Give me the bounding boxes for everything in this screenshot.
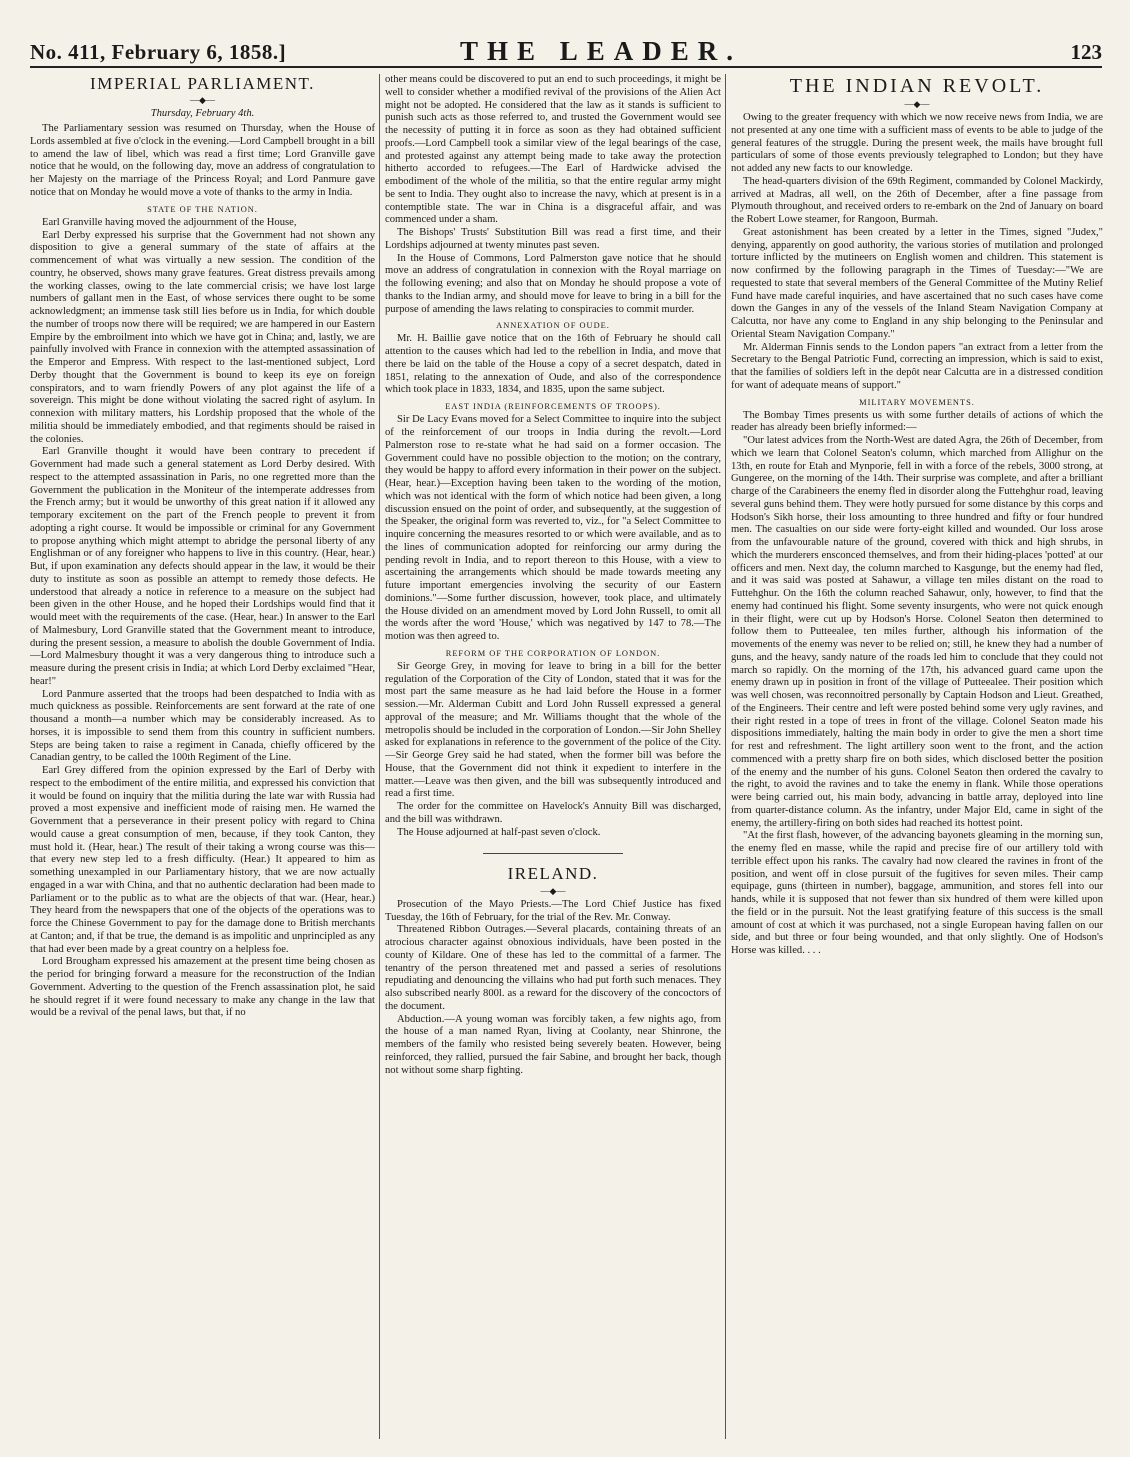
paragraph: Mr. Alderman Finnis sends to the London papers "an extract from a letter from the Secretary to the Bengal Patriotic Fund, correcting an impression, which is said to exist, that the families of soldiers left in the depôt near Calcutta are in a distressed condition for want of adequate means of support." bbox=[731, 341, 1103, 391]
paragraph: The Bombay Times presents us with some further details of actions of which the reader has already been briefly informed:— bbox=[731, 409, 1103, 434]
paragraph: The Bishops' Trusts' Substitution Bill was read a first time, and their Lordships adjourned at twenty minutes past seven. bbox=[385, 227, 721, 251]
paragraph: Lord Brougham expressed his amazement at the present time being chosen as the period for bringing forward a measure for the reconstruction of the Indian Government. Adverting to the question of the French assassination plot, he said he should regret if it were found necessary to make any change in the law that would be a revival of the penal laws, but that, if no bbox=[30, 956, 375, 1019]
issue-line: No. 411, February 6, 1858.] bbox=[30, 40, 287, 64]
ornament-icon: —◆— bbox=[540, 885, 566, 896]
paragraph: The Parliamentary session was resumed on Thursday, when the House of Lords assembled at five o'clock in the evening.—Lord Campbell brought in a bill to amend the law of libel, which was read a first time; Lord Granville gave notice that he would, on the following day, move an address of congratulation to her Majesty on the marriage of the Princess Royal; and Lord Panmure gave notice that on Monday he would move a vote of thanks to the army in India. bbox=[30, 123, 375, 198]
ornament-icon: —◆— bbox=[190, 95, 215, 106]
paragraph: "At the first flash, however, of the advancing bayonets gleaming in the morning sun, the enemy fled en masse, while the rapid and precise fire of our artillery told with terrible effect upon his ranks. The cavalry had now cleared the ravines in front of the position, and went off in close pursuit of the fugitives for seven miles. Their camp equipage, guns (thirteen in number), baggage, ammunition, and stores fell into our hands, while it is supposed that not fewer than six hundred of them were killed upon the field or in the pursuit. Not the least gratifying feature of this success is the small amount of cost at which it was purchased, not a single European having fallen on our side, and but three or four being wounded, and that only slightly. One of Hodson's Horse was killed. . . . bbox=[731, 830, 1103, 957]
subheading: MILITARY MOVEMENTS. bbox=[859, 397, 975, 407]
column-3 bbox=[731, 74, 1103, 1439]
paragraph: Earl Derby expressed his surprise that the Government had not shown any disposition to give a general summary of the state of affairs at the commencement of what was virtually a new session. The condition of the country, he observed, shows many grave features. Great distress prevails among the working classes, owing to the late commercial crisis; we have lost large numbers of gallant men in the East, of whose services there ought to be some acknowledgment; an immense task still lies before us in India, for which double the number of troops now there will be required; we are hampered in our Eastern Empire by the embroilment into which we have got in China; and, lastly, we are painfully involved with France in connexion with the attempted assassination of the Emperor and Empress. With respect to the last-mentioned subject, Lord Derby thought that the Government is bound to keep its eye on foreign conspirators, and to warn friendly Powers of any plot against the life of a sovereign. This might be done without violating the sacred right of asylum. In connexion with military matters, his Lordship proposed that the whole of the militia should be immediately embodied, and that regiments should be raised in the colonies. bbox=[30, 229, 375, 445]
paragraph: Great astonishment has been created by a letter in the Times, signed "Judex," denying, apparently on good authority, the various stories of mutilation and prolonged torture inflicted by the mutineers on English women and children. This statement is now confirmed by the following paragraph in the Times of Tuesday:—"We are requested to state that several members of the General Committee of the Mutiny Relief Fund have made careful inquiries, and have ascertained that no such cases have come down the Ganges in any of the vessels of the Inland Steam Navigation Company at Calcutta, nor have any come to England in any ship belonging to the Peninsular and Oriental Steam Navigation Company." bbox=[731, 226, 1103, 340]
paragraph: The order for the committee on Havelock's Annuity Bill was discharged, and the bill was withdrawn. bbox=[385, 801, 721, 825]
paragraph: Earl Granville having moved the adjournment of the House, bbox=[42, 216, 297, 228]
paragraph: The head-quarters division of the 69th Regiment, commanded by Colonel Mackirdy, arrived at Madras, all well, on the 26th of December, after a fine passage from Plymouth throughout, and received orders to re-embark on the 2nd of January on board the Robert Lowe steamer, for Rangoon, Burmah. bbox=[731, 175, 1103, 226]
paragraph: "Our latest advices from the North-West are dated Agra, the 26th of December, from which we learn that Colonel Seaton's column, which marched from Allighur on the 13th, en route for Etah and Mynporie, fell in with a force of the rebels, 3000 strong, at Gungeree, on the morning of the 14th. Their surprise was complete, and after a brilliant charge of the Carabineers the enemy fled in disorder along the Futtehghur road, leaving several guns behind them. They were hotly pursued for some distance by this corps and Hodson's Sikh horse, their loss amounting to three hundred and fifty or four hundred men. The casualties on our side were forty-eight killed and wounded. Our loss arose from the unfavourable nature of the ground, covered with thick and high shrubs, in which the murderers ensconced themselves, and from their hiding-places 'potted' at our officers and men. Next day, the column marched to Kasgunge, but the enemy had fled, and it was said was posted at Sahawur, a village ten miles distant on the road to Futtehghur. On the 16th the column reached Sahawur, only, however, to find that the enemy had continued his flight. Some seventy insurgents, who were not quick enough in their flight, were cut up by Hodson's Horse. Colonel Seaton then determined to follow them to Putteealee, ten miles further, although his information of the movements of the enemy was never to be relied on; still, he knew they had a number of guns, and the heavy, sandy nature of the roads led him to conclude that they could not march so rapidly. On the morning of the 17th, his advanced guard came upon the enemy drawn up in position in front of the village of Putteealee. Their position which was well chosen, was reconnoitred personally by Captain Hodson and Lieut. Greathed, of the Engineers. Their centre and left were posted behind some very ugly ravines, and their right rested in a tope of trees in front of the village. Colonel Seaton made his dispositions immediately, halting the main body in order to give the men a short time for rest and refreshment. The light artillery soon went to the front, and the action commenced with a pretty sharp fire on both sides, which disclosed better the position of the enemy and the number of his guns. Colonel Seaton then ordered the cavalry to the right, to avoid the ravines and to take the enemy in flank. While those operations were being carried out, his main body, advancing in battle array, deployed into line from quarter-distance column. As the infantry, under Major Eld, came in sight of the enemy, the artillery-firing on both sides had reached its hottest point. bbox=[731, 435, 1103, 829]
column-2 bbox=[385, 74, 721, 1439]
paragraph: Owing to the greater frequency with which we now receive news from India, we are not presented at any one time with a sufficient mass of events to be able to judge of the general features of the struggle. During the present week, the mails have brought full particulars of some of those events previously telegraphed to London; but they have not added any new facts to our knowledge. bbox=[731, 112, 1103, 175]
column-1 bbox=[30, 74, 375, 1439]
subheading: ANNEXATION OF OUDE. bbox=[496, 321, 610, 331]
paragraph: The House adjourned at half-past seven o'clock. bbox=[397, 826, 601, 838]
paragraph: Sir De Lacy Evans moved for a Select Committee to inquire into the subject of the reinforcement of our troops in India during the revolt.—Lord Palmerston rose to re-state what he had said on a former occasion. The Government could have no possible objection to the motion; on the contrary, they would be happy to afford every information in their power on the subject. (Hear, hear.)—Exception having been taken to the wording of the motion, which was not identical with the form of which notice had been given, a long discussion ensued on the point of order, and subsequently, at the suggestion of the Speaker, the original form was reverted to, viz., for "a Select Committee to inquire concerning the measures resorted to or which were available, and as to the lines of communication adopted for reinforcing our army during the pending revolt in India, and to report thereon to this House, with a view to ascertaining the arrangements which should be made towards meeting any future important emergencies involving the security of our Eastern dominions."—Some further discussion, however, took place, and ultimately the House divided on an amendment moved by Lord John Russell, to omit all the words after the word 'House,' which was negatived by 147 to 78.—The motion was then agreed to. bbox=[385, 414, 721, 642]
column-rule bbox=[379, 74, 380, 1439]
masthead bbox=[30, 34, 1102, 68]
paragraph: In the House of Commons, Lord Palmerston gave notice that he should move an address of congratulation in connexion with the Royal marriage on the following evening; and also that on Monday he should propose a vote of thanks to the Indian army, and should move for leave to bring in a bill for the purpose of amending the laws relating to conspiracies to commit murder. bbox=[385, 252, 721, 315]
paragraph: Earl Grey differed from the opinion expressed by the Earl of Derby with respect to the embodiment of the entire militia, and expressed his conviction that it would be found on inquiry that the militia during the late war with Russia had proved a most expensive and inefficient mode of raising men. He warned the Government that a perseverance in their present policy with regard to China would cause a great consumption of men, because, if they took Canton, they must hold it. (Hear, hear.) The result of their taking a wrong course was this—that every new step led to a fresh difficulty. (Hear.) It appeared to him as something unexampled in our Parliamentary history, that we are now actually engaged in a war with China, and that no authentic declaration had been made to Parliament or to the public as to what are the objects of that war. (Hear, hear.) They heard from the newspapers that one of the objects of the operations was to force the Chinese Government to pay for the damage done to British merchants at Canton; and, if that be true, the demand is as impolitic and unprincipled as any that had ever been made by a great country on a helpless foe. bbox=[30, 765, 375, 955]
ornament-icon: —◆— bbox=[904, 99, 930, 110]
subheading: EAST INDIA (REINFORCEMENTS OF TROOPS). bbox=[445, 402, 661, 412]
section-divider bbox=[483, 853, 623, 854]
paragraph: Abduction.—A young woman was forcibly taken, a few nights ago, from the house of a man named Ryan, living at Coolanty, near Shinrone, the members of the family who resisted being severely beaten. However, being reinforced, they rallied, pursued the fair Sabine, and brought her back, though not without some sharp fighting. bbox=[385, 1013, 721, 1076]
column-rule bbox=[725, 74, 726, 1439]
subheading: STATE OF THE NATION. bbox=[147, 204, 258, 214]
newspaper-title: THE LEADER. bbox=[460, 36, 743, 66]
paragraph: Threatened Ribbon Outrages.—Several placards, containing threats of an atrocious character against obnoxious individuals, have been posted in the county of Kildare. One of these has led to the committal of a farmer. The tenantry of the person threatened met and passed a series of resolutions repudiating and denouncing the villains who had put forth such menaces. They also subscribed nearly 800l. as a reward for the discovery of the concoctors of the document. bbox=[385, 924, 721, 1012]
dateline: Thursday, February 4th. bbox=[150, 108, 255, 120]
paragraph: Sir George Grey, in moving for leave to bring in a bill for the better regulation of the Corporation of the City of London, stated that it was for the most part the same measure as he had laid before the House in a former session.—Mr. Alderman Cubitt and Lord John Russell expressed a general approval of the measure; and Mr. Williams thought that the whole of the metropolis should be included in the corporation of London.—Sir John Shelley asked for explanations in reference to the government of the police of the City.—Sir George Grey said he had stated, when the former bill was before the House, that the Government did not think it expedient to interfere in the matter.—Leave was then given, and the bill was subsequently introduced and read a first time. bbox=[385, 660, 721, 800]
paragraph: other means could be discovered to put an end to such proceedings, it might be well to consider whether a modified revival of the provisions of the Alien Act might not be adopted. He considered that the law as it stands is sufficient to punish such acts as those referred to, and trusted the Government would see the necessity of putting it in force as soon as they had obtained sufficient proofs.—Lord Campbell took a similar view of the legal bearings of the case, and protested against any attempt being made to take away the protection hitherto accorded to refugees.—The Earl of Hardwicke advised the embodiment of the whole of the militia, so that the entire regular army might be sent to India. They ought also to increase the navy, which at present is in a contemptible state. The war in China is a disgraceful affair, and was commenced under a sham. bbox=[385, 74, 721, 226]
paragraph: Earl Granville thought it would have been contrary to precedent if Government had made such a general statement as Lord Derby desired. With respect to the attempted assassination in Paris, no one regretted more than the Government the publication in the Moniteur of the intemperate addresses from the French army; but it would be unworthy of this great nation if it allowed any temporary excitement on the part of the French people to prevent it from adopting a right course. It would be impossible or criminal for any Government to propose anything which might attempt to abridge the personal liberty of any Englishman or of any foreigner who happens to live in this country. (Hear, hear.) But, if upon examination any defects should appear in the law, it would be their duty to institute as soon as possible an attempt to remedy those defects. He understood that already a notice in reference to a measure on the subject had been given in the other House, and he hoped their Lordships would find that it would meet with the requirements of the case. (Hear, hear.) In answer to the Earl of Malmesbury, Lord Granville stated that the Government meant to introduce, during the present session, a measure to abolish the double Government of India.—Lord Malmesbury thought it was a very dangerous thing to introduce such a measure during the present crisis in India; at which Lord Derby exclaimed "Hear, hear!" bbox=[30, 446, 375, 687]
section-heading-ireland: IRELAND. bbox=[507, 864, 599, 884]
paragraph: Mr. H. Baillie gave notice that on the 16th of February he should call attention to the causes which had led to the rebellion in India, and move that there be laid on the table of the House a copy of a secret despatch, dated in 1851, relating to the annexation of Oude, and also of the correspondence which took place in 1833, 1834, and 1835, upon the same subject. bbox=[385, 333, 721, 396]
paragraph: Prosecution of the Mayo Priests.—The Lord Chief Justice has fixed Tuesday, the 16th of February, for the trial of the Rev. Mr. Conway. bbox=[385, 898, 721, 923]
section-heading-indian-revolt: THE INDIAN REVOLT. bbox=[789, 75, 1045, 97]
subheading: REFORM OF THE CORPORATION OF LONDON. bbox=[445, 648, 661, 658]
section-heading-parliament: IMPERIAL PARLIAMENT. bbox=[90, 74, 315, 93]
paragraph: Lord Panmure asserted that the troops had been despatched to India with as much quickness as possible. Reinforcements are sent forward at the rate of one thousand a month—a number which may be considerably increased. As to horses, it is impossible to send them from this country in sufficient numbers. Steps are being taken to raise a regiment in Canada, chiefly officered by the Canadian gentry, to be called the 100th Regiment of the Line. bbox=[30, 688, 375, 764]
page-number: 123 bbox=[1070, 40, 1102, 64]
